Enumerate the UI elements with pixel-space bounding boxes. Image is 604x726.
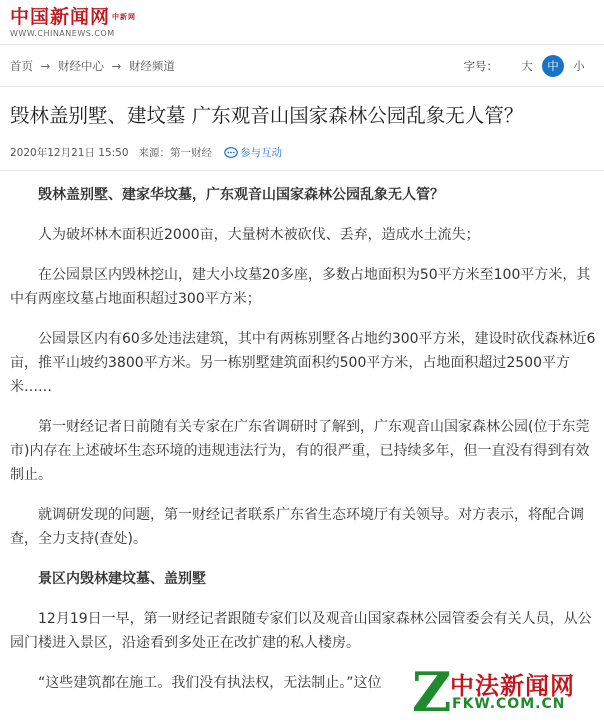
breadcrumb-home[interactable]: 首页 xyxy=(10,59,33,73)
watermark-letter: Z xyxy=(412,660,452,724)
breadcrumb-finance-channel[interactable]: 财经频道 xyxy=(128,59,175,73)
article-title: 毁林盖别墅、建坟墓 广东观音山国家森林公园乱象无人管？ xyxy=(10,104,524,127)
font-size-large-button[interactable]: 大 xyxy=(521,59,533,73)
logo-cn-mark: 中新网 xyxy=(112,12,137,21)
comment-icon xyxy=(224,147,238,159)
article-paragraph: 就调研发现的问题，第一财经记者联系广东省生态环境厅有关领导。对方表示，将配合调查，全力支持(查处)。 xyxy=(10,507,584,547)
font-size-medium-button[interactable]: 中 xyxy=(542,55,564,77)
interact-label: 参与互动 xyxy=(240,147,283,159)
logo-text: 中国新闻网 xyxy=(10,6,111,28)
breadcrumb-separator: → xyxy=(111,59,122,73)
article-paragraph: 在公园景区内毁林挖山，建大小坟墓20多座，多数占地面积为50平方米至100平方米，其中有两座坟墓占地面积超过300平方米； xyxy=(10,267,591,307)
article-date: 2020年12月21日 15:50 xyxy=(10,147,129,159)
meta-divider xyxy=(0,170,604,171)
article-paragraph: 人为破坏林木面积近2000亩，大量树木被砍伐、丢弃，造成水土流失； xyxy=(38,227,480,243)
breadcrumb xyxy=(10,58,175,74)
watermark-en: FKW.COM.CN xyxy=(452,696,566,712)
article-subheading: 景区内毁林建坟墓、盖别墅 xyxy=(38,571,206,587)
article-paragraph: 12月19日一早，第一财经记者跟随专家们以及观音山国家森林公园管委会有关人员，从公园门楼进入景区，沿途看到多处正在改扩建的私人楼房。 xyxy=(10,611,592,651)
article-paragraph: 公园景区内有60多处违法建筑，其中有两栋别墅各占地约300平方米，建设时砍伐森林近6亩，推平山坡约3800平方米。另一栋别墅建筑面积约500平方米，占地面积超过2500平方米…… xyxy=(10,331,596,395)
article-source: 来源：第一财经 xyxy=(138,147,213,159)
article-body xyxy=(10,183,596,711)
font-size-small-button[interactable]: 小 xyxy=(573,59,585,73)
interact-link[interactable] xyxy=(224,145,282,160)
header-divider xyxy=(0,44,604,45)
nav-divider xyxy=(0,86,604,87)
font-size-control xyxy=(464,55,591,77)
watermark-cn: 中法新闻网 xyxy=(450,671,575,700)
breadcrumb-finance-center[interactable]: 财经中心 xyxy=(57,59,104,73)
site-logo[interactable] xyxy=(10,6,136,38)
logo-url: WWW.CHINANEWS.COM xyxy=(10,29,115,38)
font-size-label: 字号： xyxy=(463,59,498,73)
article-paragraph: 第一财经记者日前随有关专家在广东省调研时了解到，广东观音山国家森林公园(位于东莞市)内存在上述破坏生态环境的违规违法行为，有的很严重，已持续多年，但一直没有得到有效制止。 xyxy=(10,419,590,483)
breadcrumb-separator: → xyxy=(40,59,51,73)
article-lead: 毁林盖别墅、建家华坟墓，广东观音山国家森林公园乱象无人管？ xyxy=(38,187,444,203)
watermark-logo xyxy=(410,660,598,724)
article-meta xyxy=(10,145,282,160)
article-paragraph: “这些建筑都在施工。我们没有执法权，无法制止。”这位 xyxy=(38,675,382,691)
